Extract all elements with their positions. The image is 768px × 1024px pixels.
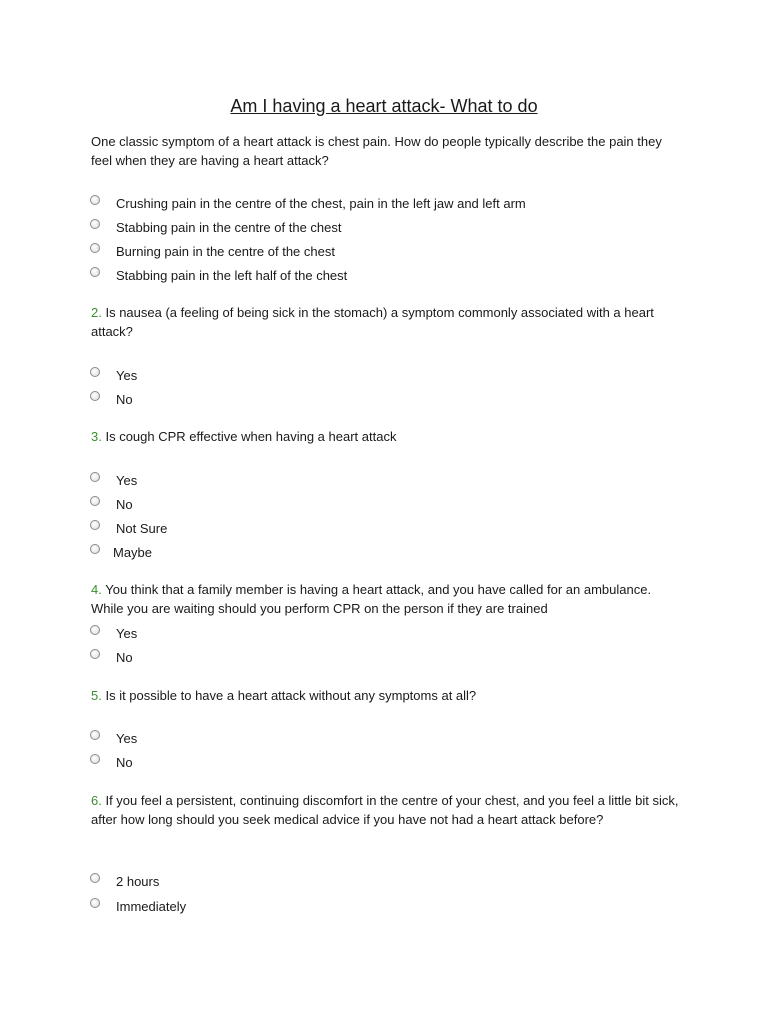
radio-button[interactable] — [90, 267, 100, 277]
q1-option-4[interactable] — [90, 265, 348, 285]
q2-option-yes[interactable] — [90, 365, 138, 385]
option-label: Yes — [116, 731, 138, 746]
question-5 — [91, 686, 681, 705]
question-3 — [91, 427, 681, 446]
option-label: Burning pain in the centre of the chest — [116, 244, 335, 259]
radio-button[interactable] — [90, 898, 100, 908]
question-number: 4. — [91, 582, 102, 597]
radio-button[interactable] — [90, 195, 100, 205]
q6-option-2-hours[interactable] — [90, 871, 160, 891]
q3-option-maybe[interactable] — [90, 542, 153, 562]
q5-option-no[interactable] — [90, 752, 133, 772]
question-4 — [91, 580, 681, 618]
q6-option-immediately[interactable] — [90, 896, 187, 916]
question-number: 6. — [91, 793, 102, 808]
q1-option-2[interactable] — [90, 217, 342, 237]
radio-button[interactable] — [90, 367, 100, 377]
option-label: No — [116, 650, 133, 665]
q3-option-not-sure[interactable] — [90, 518, 168, 538]
radio-button[interactable] — [90, 730, 100, 740]
option-label: Yes — [116, 473, 138, 488]
radio-button[interactable] — [90, 754, 100, 764]
option-label: Immediately — [116, 899, 187, 914]
option-label: Stabbing pain in the left half of the chest — [116, 268, 348, 283]
question-6 — [91, 791, 681, 829]
q1-option-1[interactable] — [90, 193, 526, 213]
radio-button[interactable] — [90, 520, 100, 530]
page-title: Am I having a heart attack- What to do — [230, 96, 538, 116]
q4-option-no[interactable] — [90, 647, 133, 667]
option-label: Maybe — [113, 545, 153, 560]
radio-button[interactable] — [90, 873, 100, 883]
option-label: Crushing pain in the centre of the chest, pain in the left jaw and left arm — [116, 196, 526, 211]
option-label: No — [116, 392, 133, 407]
question-1-text: One classic symptom of a heart attack is chest pain. How do people typically describe the pain they feel when they are having a heart attack? — [91, 134, 662, 168]
question-6-text: If you feel a persistent, continuing discomfort in the centre of your chest, and you feel a little bit sick, after how long should you seek medical advice if you have not had a heart attack before? — [91, 793, 679, 827]
q3-option-no[interactable] — [90, 494, 133, 514]
radio-button[interactable] — [90, 625, 100, 635]
question-4-text: You think that a family member is having a heart attack, and you have called for an ambulance. While you are waiting should you perform CPR on the person if they are trained — [91, 582, 652, 616]
q4-option-yes[interactable] — [90, 623, 138, 643]
question-5-text: Is it possible to have a heart attack without any symptoms at all? — [105, 688, 477, 703]
radio-button[interactable] — [90, 243, 100, 253]
question-number: 2. — [91, 305, 102, 320]
radio-button[interactable] — [90, 219, 100, 229]
question-1 — [91, 132, 681, 170]
option-label: Stabbing pain in the centre of the chest — [116, 220, 342, 235]
question-number: 3. — [91, 429, 102, 444]
question-3-text: Is cough CPR effective when having a heart attack — [105, 429, 397, 444]
q3-option-yes[interactable] — [90, 470, 138, 490]
q5-option-yes[interactable] — [90, 728, 138, 748]
radio-button[interactable] — [90, 391, 100, 401]
option-label: Yes — [116, 626, 138, 641]
radio-button[interactable] — [90, 649, 100, 659]
option-label: Not Sure — [116, 521, 168, 536]
radio-button[interactable] — [90, 496, 100, 506]
option-label: 2 hours — [116, 874, 160, 889]
question-2-text: Is nausea (a feeling of being sick in the stomach) a symptom commonly associated with a heart attack? — [91, 305, 654, 339]
radio-button[interactable] — [90, 472, 100, 482]
option-label: Yes — [116, 368, 138, 383]
question-2 — [91, 303, 681, 341]
radio-button[interactable] — [90, 544, 100, 554]
option-label: No — [116, 497, 133, 512]
question-number: 5. — [91, 688, 102, 703]
option-label: No — [116, 755, 133, 770]
q2-option-no[interactable] — [90, 389, 133, 409]
q1-option-3[interactable] — [90, 241, 335, 261]
